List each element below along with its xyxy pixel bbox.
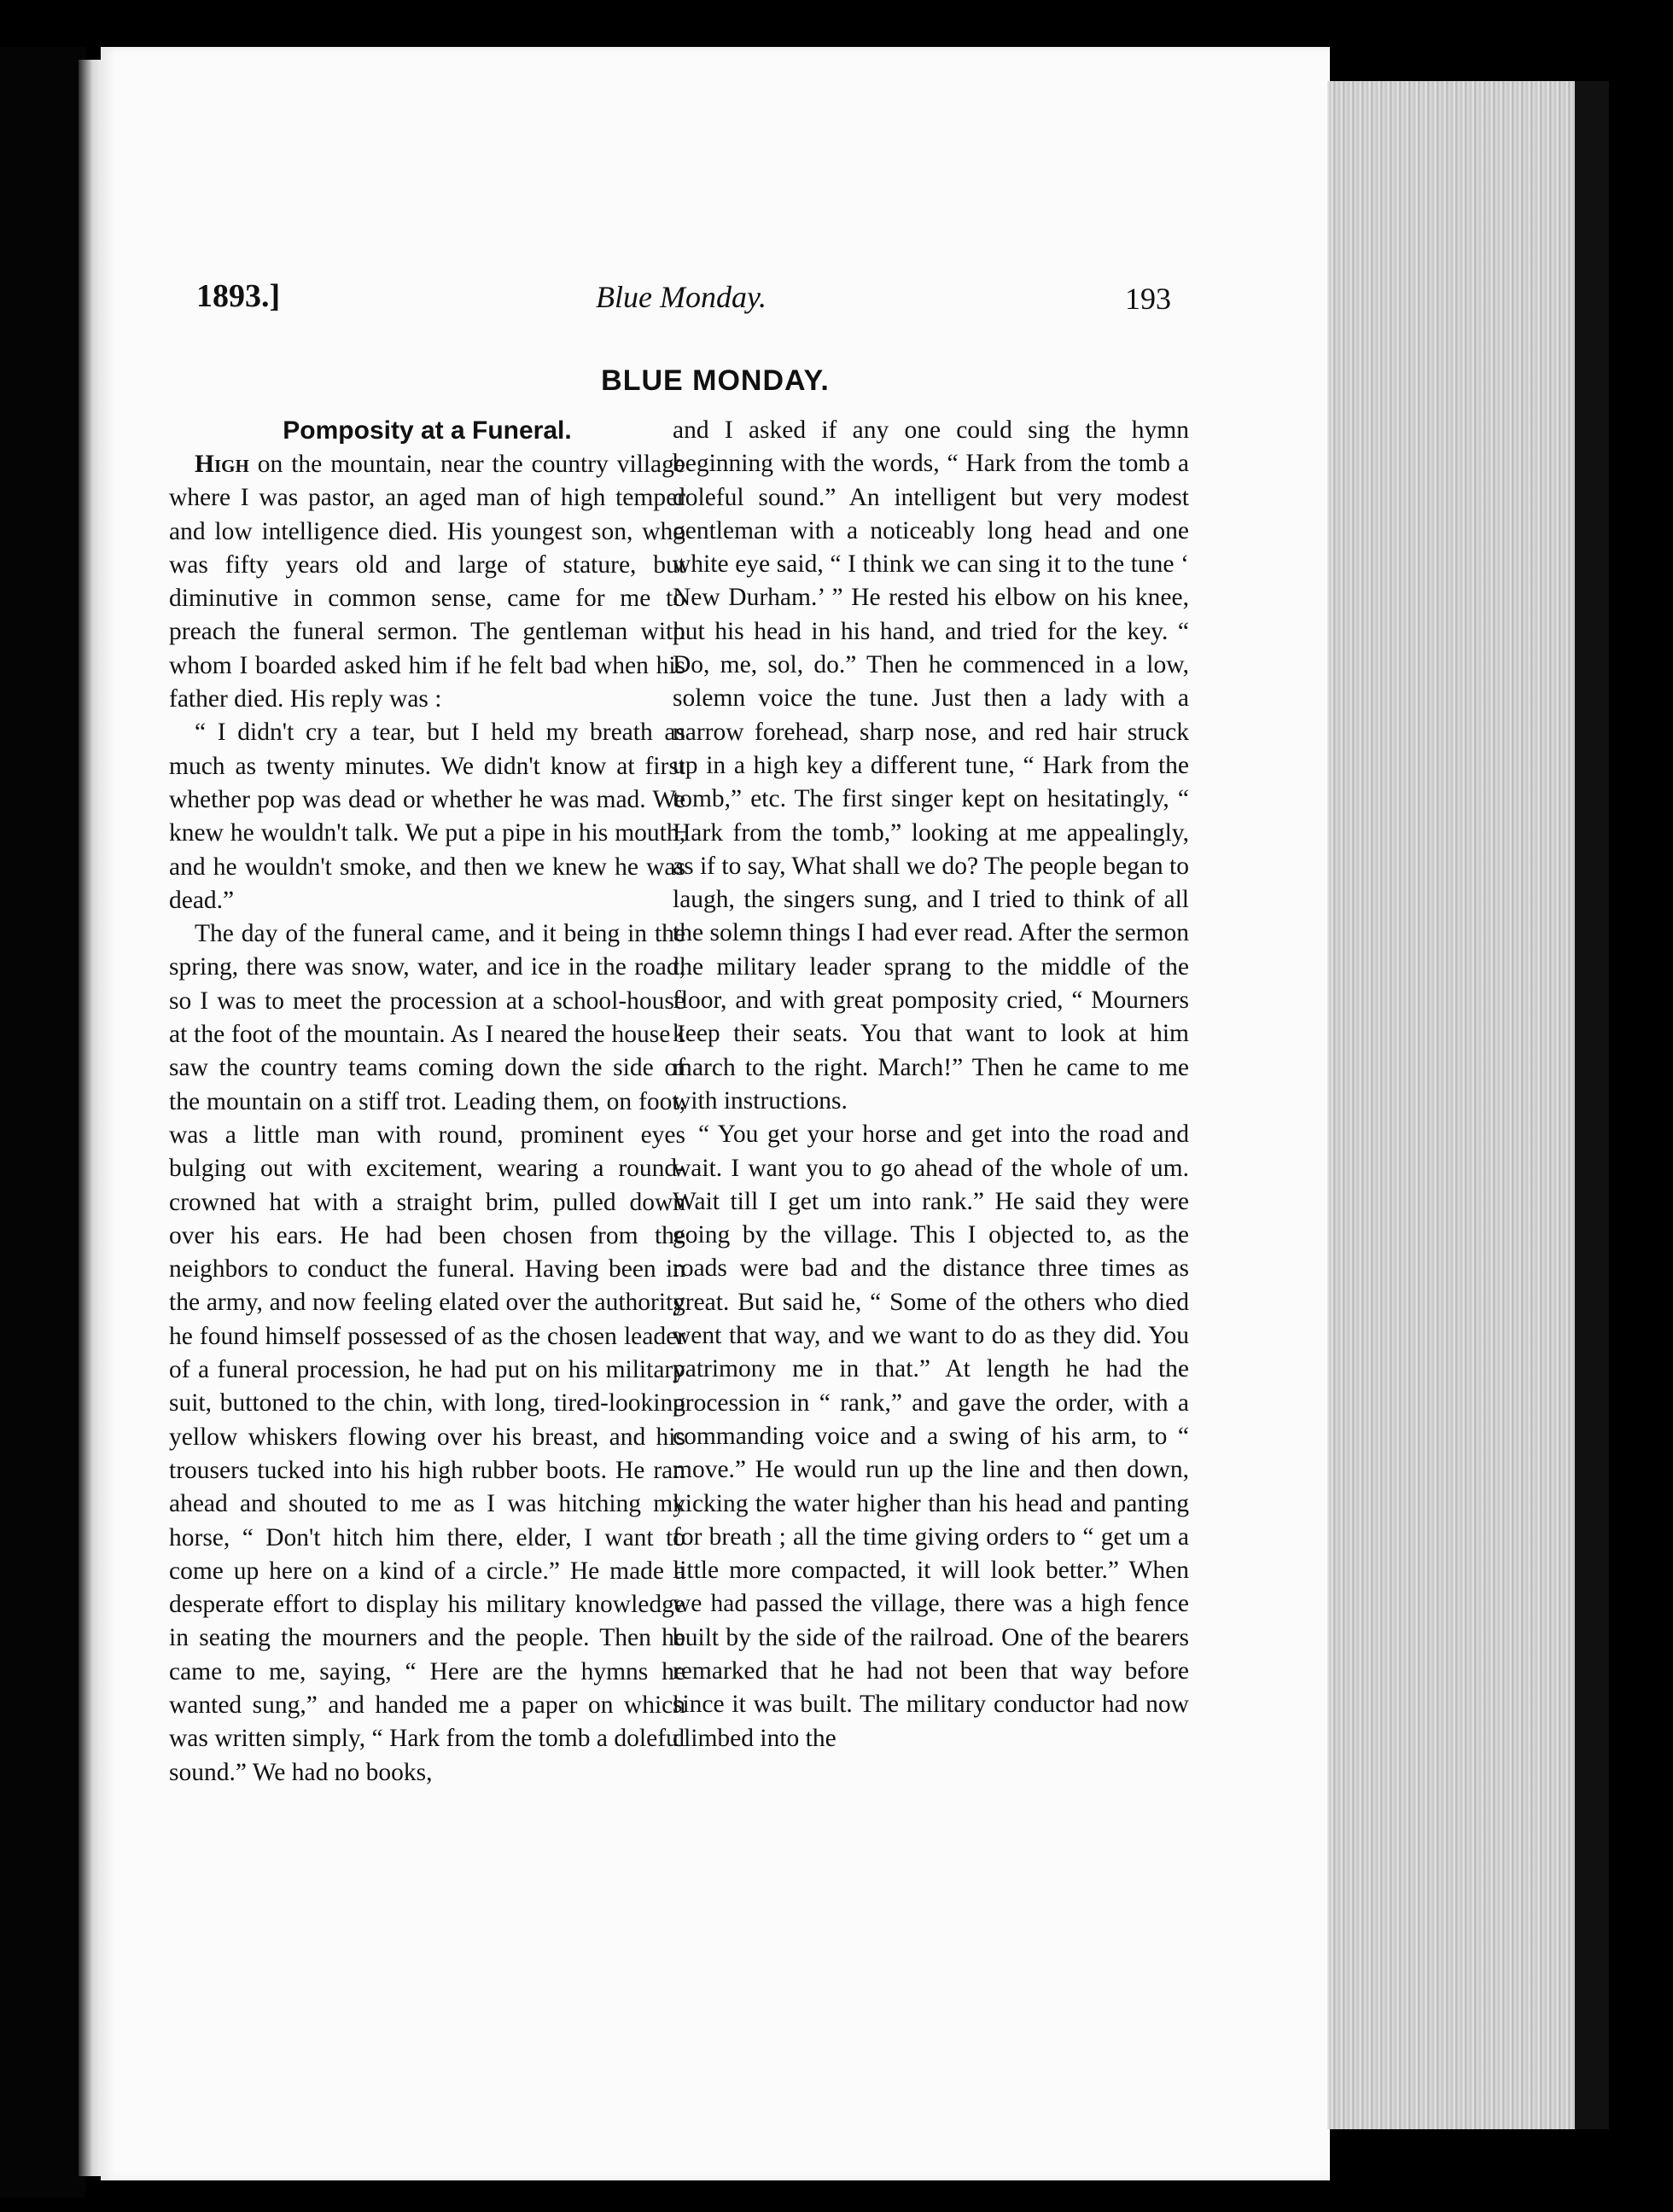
left-paragraph-3: The day of the funeral came, and it being in the spring, there was snow, water, and ice in the road, so I was to meet the procession at a school-house at the foot of the mountain. As I neared the house I saw the country teams coming down the side of the mountain on a stiff trot. Leading them, on foot, was a little man with round, prominent eyes bulging out with excitement, wearing a round-crowned hat with a straight brim, pulled down over his ears. He had been chosen from the neighbors to conduct the funeral. Having been in the army, and now feeling elated over the authority he found himself possessed of as the chosen leader of a funeral procession, he had put on his military suit, buttoned to the chin, with long, tired-looking yellow whiskers flowing over his breast, and his trousers tucked into his high rubber boots. He ran ahead and shouted to me as I was hitching my horse, “ Don't hitch him there, elder, I want to come up here on a kind of a circle.” He made a desperate effort to display his military knowledge in seating the mourners and the people. Then he came to me, saying, “ Here are the hymns he wanted sung,” and handed me a paper on which was written simply, “ Hark from the tomb a doleful sound.” We had no books, [169, 920, 685, 1786]
left-column [169, 414, 685, 2121]
header-running-title: Blue Monday. [596, 280, 767, 314]
page-number: 193 [1125, 282, 1171, 316]
article-title: BLUE MONDAY. [601, 364, 830, 397]
right-paragraph-2: “ You get your horse and get into the road and wait. I want you to go ahead of the whole of um. Wait till I get um into rank.” He said they were going by the village. This I objected to, as the roads were bad and the distance three times as great. But said he, “ Some of the others who died went that way, and we want to do as they did. You patrimony me in that.” At length he had the procession in “ rank,” and gave the order, with a commanding voice and a swing of his arm, to “ move.” He would run up the line and then down, kicking the water higher than his head and panting for breath ; all the time giving orders to “ get um a little more compacted, it will look better.” When we had passed the village, there was a high fence built by the side of the railroad. One of the bearers remarked that he had not been that way before since it was built. The military conductor had now climbed into the [673, 1121, 1189, 1752]
book-fore-edge [1327, 81, 1575, 2129]
right-column [673, 414, 1189, 2121]
left-paragraph-2: “ I didn't cry a tear, but I held my breath as much as twenty minutes. We didn't know at first whether pop was dead or whether he was mad. We knew he wouldn't talk. We put a pipe in his mouth, and he wouldn't smoke, and then we knew he was dead.” [169, 719, 685, 914]
book-edge-shadow [1575, 81, 1609, 2129]
right-paragraph-1: and I asked if any one could sing the hymn beginning with the words, “ Hark from the tomb a doleful sound.” An intelligent but very modest gentleman with a noticeably long head and one white eye said, “ I think we can sing it to the tune ‘ New Durham.’ ” He rested his elbow on his knee, put his head in his hand, and tried for the key. “ Do, me, sol, do.” Then he commenced in a low, solemn voice the tune. Just then a lady with a narrow forehead, sharp nose, and red hair struck up in a high key a different tune, “ Hark from the tomb,” etc. The first singer kept on hesitatingly, “ Hark from the tomb,” looking at me appealingly, as if to say, What shall we do? The people began to laugh, the singers sung, and I tried to think of all the solemn things I had ever read. After the sermon the military leader sprang to the middle of the floor, and with great pomposity cried, “ Mourners keep their seats. You that want to look at him march to the right. March!” Then he came to me with instructions. [673, 416, 1189, 1115]
section-title: Pomposity at a Funeral. [283, 416, 572, 445]
left-paragraph-1 [169, 448, 685, 716]
drop-lead-word: High [195, 451, 249, 478]
left-page-shadow [0, 47, 85, 2197]
book-page [101, 47, 1330, 2180]
running-header [101, 243, 1330, 316]
header-year: 1893.] [196, 278, 281, 314]
left-paragraph-1-text: on the mountain, near the country village where I was pastor, an aged man of high temper and low intelligence died. His youngest son, who was fifty years old and large of stature, but diminutive in common sense, came for me to preach the funeral sermon. The gentleman with whom I boarded asked him if he felt bad when his father died. His reply was : [169, 451, 685, 713]
